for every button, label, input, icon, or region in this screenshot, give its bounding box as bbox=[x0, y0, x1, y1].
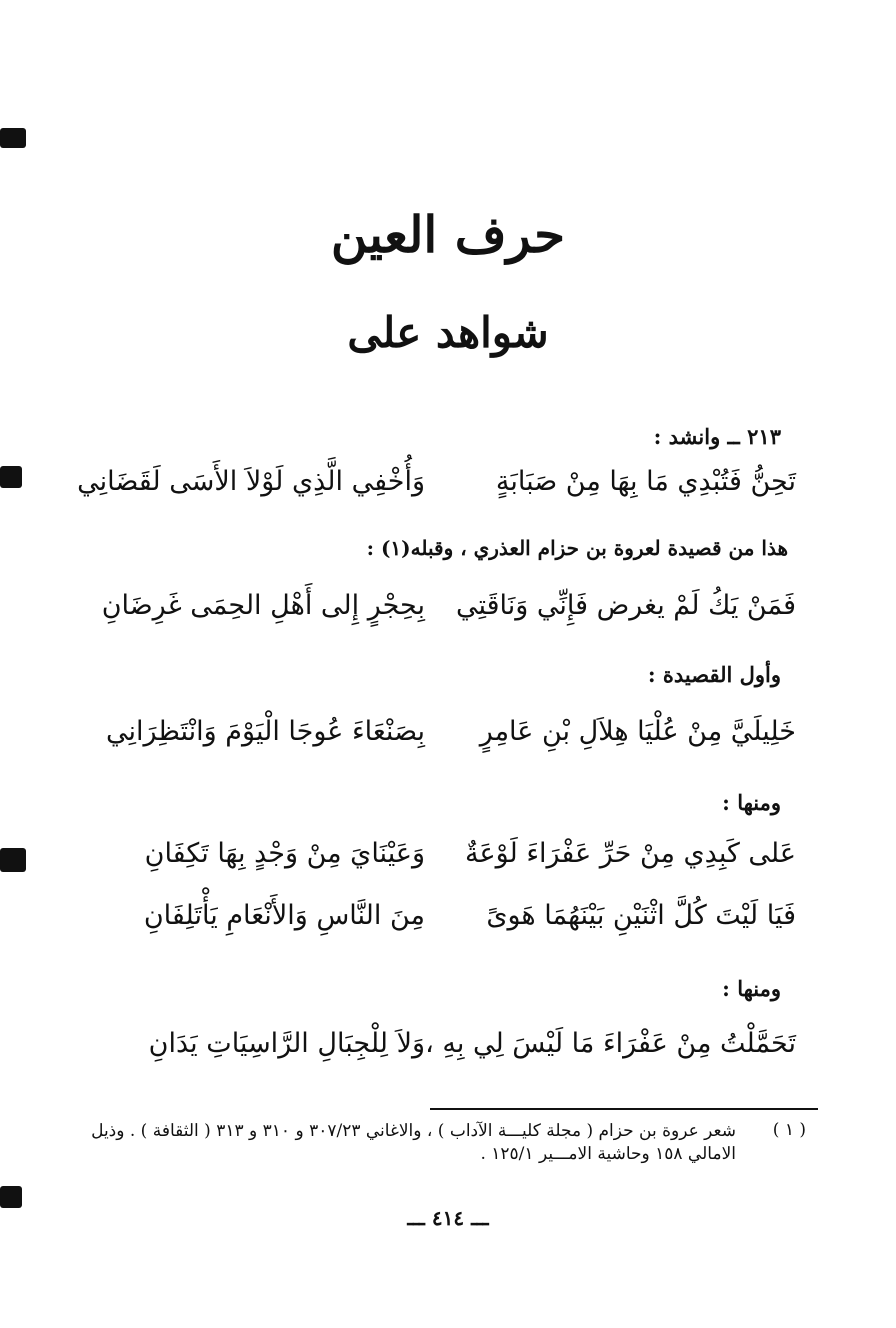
verse-second-hemistich: وَلاَ لِلْجِبَالِ الرَّاسِيَاتِ يَدَانِ bbox=[148, 1028, 425, 1059]
verse-first-hemistich: خَلِيلَيَّ مِنْ عُلْيَا هِلاَلِ بْنِ عَامِرٍ bbox=[479, 716, 796, 747]
verse-first-hemistich: فَمَنْ يَكُ لَمْ يغرض فَإِنِّي وَنَاقَتِي bbox=[455, 590, 796, 621]
chapter-title: حرف العين bbox=[330, 205, 566, 264]
scan-mark bbox=[0, 848, 26, 872]
verse-second-hemistich: بِصَنْعَاءَ عُوجَا الْيَوْمَ وَانْتَظِرَانِي bbox=[105, 716, 425, 747]
verse-line bbox=[95, 838, 796, 884]
verse-first-hemistich: تَحَمَّلْتُ مِنْ عَفْرَاءَ مَا لَيْسَ لِي بِهِ ، bbox=[425, 1028, 796, 1059]
footnote-text: شعر عروة بن حزام ( مجلة كليـــة الآداب ) ، والاغاني ٣٠٧/٢٣ و ٣١٠ و ٣١٣ ( الثقافة ) . وذيل الامالي ١٥٨ وحاشية الامـــير ١٢٥/١ . bbox=[91, 1121, 736, 1164]
verse-second-hemistich: وَعَيْنَايَ مِنْ وَجْدٍ بِهَا تَكِفَانِ bbox=[144, 838, 425, 869]
verse-first-hemistich: تَحِنُّ فَتُبْدِي مَا بِهَا مِنْ صَبَابَةٍ bbox=[495, 466, 796, 497]
entry-label: ومنها : bbox=[722, 790, 781, 815]
verse-line bbox=[95, 1028, 796, 1074]
verse-second-hemistich: مِنَ النَّاسِ وَالأَنْعَامِ يَأْتَلِفَانِ bbox=[143, 900, 425, 931]
scan-mark bbox=[0, 1186, 22, 1208]
verse-line bbox=[95, 590, 796, 636]
commentary-note: هذا من قصيدة لعروة بن حزام العذري ، وقبله(١) : bbox=[366, 536, 788, 560]
verse-line bbox=[95, 716, 796, 762]
entry-label: وأول القصيدة : bbox=[647, 662, 781, 687]
scan-mark bbox=[0, 466, 22, 488]
footnote bbox=[60, 1120, 806, 1200]
verse-second-hemistich: وَأُخْفِي الَّذِي لَوْلاَ الأَسَى لَقَضَانِي bbox=[77, 466, 425, 497]
scan-mark bbox=[0, 128, 26, 148]
verse-first-hemistich: عَلى كَبِدِي مِنْ حَرِّ عَفْرَاءَ لَوْعَةٌ bbox=[464, 838, 796, 869]
footnote-divider bbox=[430, 1108, 818, 1110]
page-number: ـــ ٤١٤ ـــ bbox=[407, 1206, 489, 1230]
entry-label: ومنها : bbox=[722, 976, 781, 1001]
verse-second-hemistich: بِحِجْرٍ إِلى أَهْلِ الحِمَى غَرِضَانِ bbox=[101, 590, 425, 621]
verse-line bbox=[95, 900, 796, 946]
footnote-number: ( ١ ) bbox=[772, 1120, 806, 1140]
verse-line bbox=[77, 466, 796, 512]
entry-label: ٢١٣ ــ وانشد : bbox=[653, 424, 781, 449]
chapter-subtitle: شواهد على bbox=[347, 308, 549, 357]
verse-first-hemistich: فَيَا لَيْتَ كُلَّ اثْنَيْنِ بَيْنَهُمَا هَوىً bbox=[486, 900, 796, 931]
